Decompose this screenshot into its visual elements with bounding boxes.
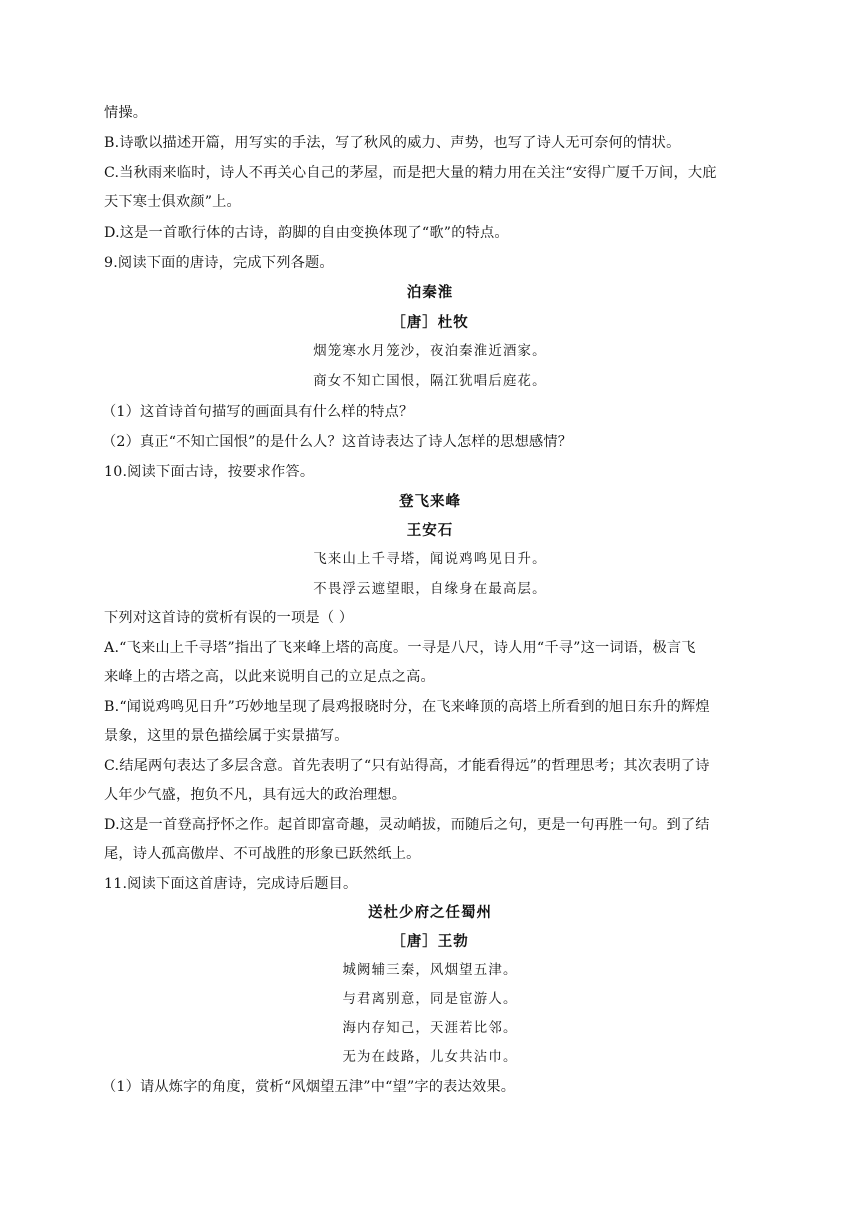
poem-author-wangbo: ［唐］王勃 xyxy=(391,933,469,950)
poem-verse: 飞来山上千寻塔，闻说鸡鸣见日升。 xyxy=(313,552,547,567)
poem-title-songdushaofu: 送杜少府之任蜀州 xyxy=(368,904,492,921)
poem-title-boqinhuai: 泊秦淮 xyxy=(406,284,454,301)
q10-question: 下列对这首诗的赏析有误的一项是（ ） xyxy=(104,610,354,626)
poem-verse: 城阙辅三秦，风烟望五津。 xyxy=(342,963,518,978)
q10-option-b-line2: 景象，这里的景色描绘属于实景描写。 xyxy=(104,728,349,744)
q8-option-d: D.这是一首歌行体的古诗，韵脚的自由变换体现了“歌”的特点。 xyxy=(104,225,509,241)
q10-option-b-line1: B.“闻说鸡鸣见日升”巧妙地呈现了晨鸡报晓时分，在飞来峰顶的高塔上所看到的旭日东升的辉煌 xyxy=(104,699,710,715)
poem-author-wanganshi: 王安石 xyxy=(406,522,454,539)
poem-verse: 不畏浮云遮望眼，自缘身在最高层。 xyxy=(313,582,547,597)
poem-verse: 烟笼寒水月笼沙，夜泊秦淮近酒家。 xyxy=(313,344,547,359)
q9-sub2: （2）真正“不知亡国恨”的是什么人？这首诗表达了诗人怎样的思想感情？ xyxy=(102,434,573,450)
poem-verse: 海内存知己，天涯若比邻。 xyxy=(342,1021,518,1036)
q9-sub1: （1）这首诗首句描写的画面具有什么样的特点？ xyxy=(102,404,414,420)
poem-verse: 商女不知亡国恨，隔江犹唱后庭花。 xyxy=(313,374,547,389)
poem-verse: 与君离别意，同是宦游人。 xyxy=(342,992,518,1007)
q8-option-a-continuation: 情操。 xyxy=(104,105,148,121)
q8-option-c-line2: 天下寒士俱欢颜”上。 xyxy=(104,194,241,210)
q8-option-c-line1: C.当秋雨来临时，诗人不再关心自己的茅屋，而是把大量的精力用在关注“安得广厦千万间，大庇 xyxy=(104,165,717,181)
poem-verse: 无为在歧路，儿女共沾巾。 xyxy=(342,1050,518,1065)
q10-option-a-line2: 来峰上的古塔之高，以此来说明自己的立足点之高。 xyxy=(104,669,435,685)
q10-option-d-line2: 尾，诗人孤高傲岸、不可战胜的形象已跃然纸上。 xyxy=(104,846,421,862)
q10-option-c-line1: C.结尾两句表达了多层含意。首先表明了“只有站得高，才能看得远”的哲理思考；其次表明了诗 xyxy=(104,758,710,774)
q11-prompt: 11.阅读下面这首唐诗，完成诗后题目。 xyxy=(104,876,358,892)
q10-option-c-line2: 人年少气盛，抱负不凡，具有远大的政治理想。 xyxy=(104,787,407,803)
q11-sub1: （1）请从炼字的角度，赏析“风烟望五津”中“望”字的表达效果。 xyxy=(102,1079,516,1095)
q9-prompt: 9.阅读下面的唐诗，完成下列各题。 xyxy=(104,255,334,271)
q10-prompt: 10.阅读下面古诗，按要求作答。 xyxy=(104,464,315,480)
poem-author-dumu: ［唐］杜牧 xyxy=(391,314,469,331)
q10-option-d-line1: D.这是一首登高抒怀之作。起首即富奇趣，灵动峭拔，而随后之句，更是一句再胜一句。到了结 xyxy=(104,817,710,833)
q8-option-b: B.诗歌以描述开篇，用写实的手法，写了秋风的威力、声势，也写了诗人无可奈何的情状。 xyxy=(104,135,681,151)
q10-option-a-line1: A.“飞来山上千寻塔”指出了飞来峰上塔的高度。一寻是八尺，诗人用“千寻”这一词语，极言飞 xyxy=(104,640,696,656)
poem-title-dengfeilaifeng: 登飞来峰 xyxy=(399,493,461,510)
